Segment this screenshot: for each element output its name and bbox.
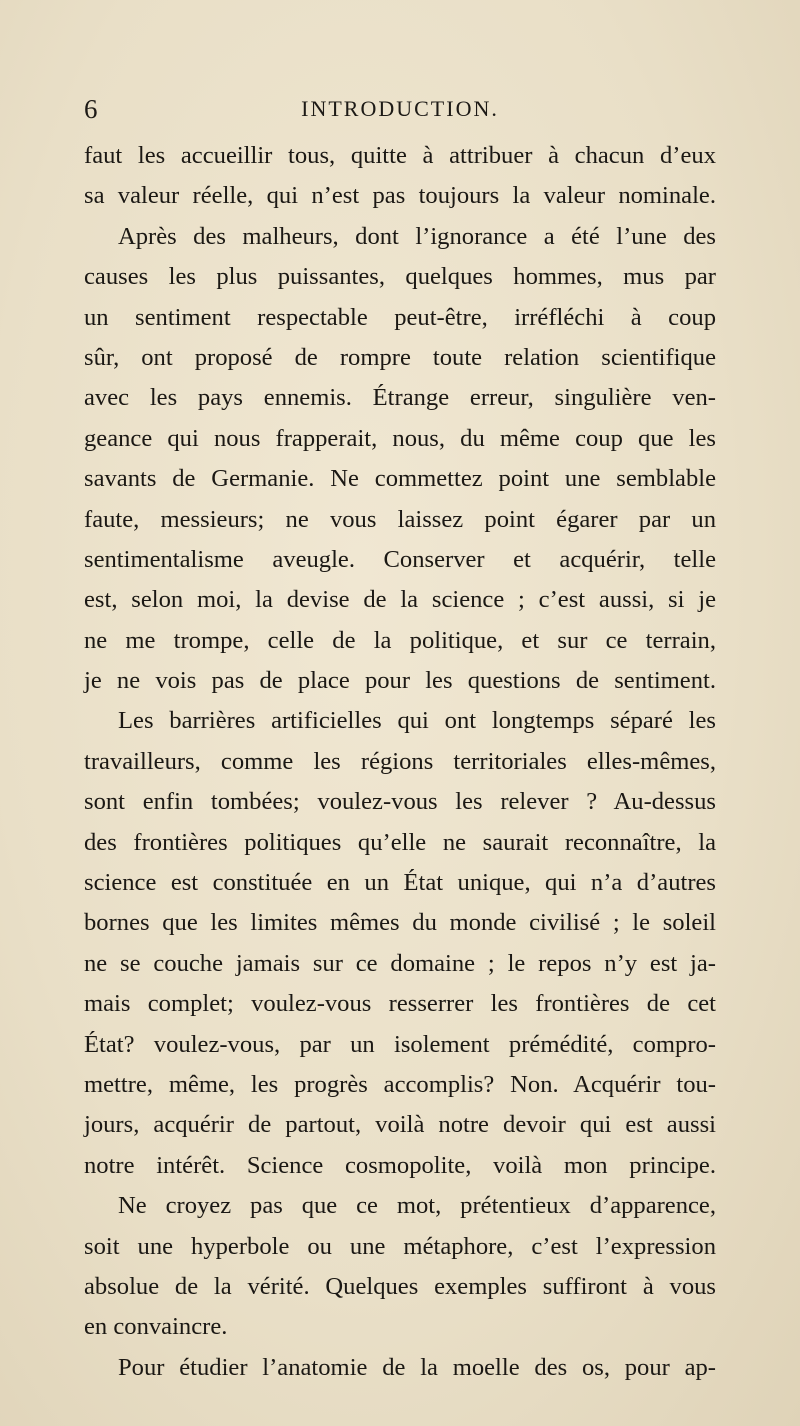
text-line: État? voulez-vous, par un isolement prémédité, compro-	[84, 1030, 716, 1058]
text-line: Après des malheurs, dont l’ignorance a été l’une des	[118, 222, 716, 250]
text-line: des frontières politiques qu’elle ne saurait reconnaître, la	[84, 828, 716, 856]
text-line: absolue de la vérité. Quelques exemples suffiront à vous	[84, 1272, 716, 1300]
text-line: avec les pays ennemis. Étrange erreur, singulière ven-	[84, 384, 716, 412]
text-line: savants de Germanie. Ne commettez point une semblable	[84, 465, 716, 493]
text-line: faute, messieurs; ne vous laissez point égarer par un	[84, 505, 716, 533]
text-line: mettre, même, les progrès accomplis? Non. Acquérir tou-	[84, 1070, 716, 1098]
body-text	[84, 136, 716, 1388]
text-line: notre intérêt. Science cosmopolite, voilà mon principe.	[84, 1151, 716, 1179]
text-line: Pour étudier l’anatomie de la moelle des os, pour ap-	[118, 1353, 716, 1381]
text-line: sa valeur réelle, qui n’est pas toujours la valeur nominale.	[84, 182, 716, 210]
text-line: science est constituée en un État unique, qui n’a d’autres	[84, 869, 716, 897]
text-line: est, selon moi, la devise de la science ; c’est aussi, si je	[84, 586, 716, 614]
text-line: Ne croyez pas que ce mot, prétentieux d’apparence,	[118, 1192, 716, 1220]
text-line: geance qui nous frapperait, nous, du même coup que les	[84, 424, 716, 452]
text-line: sentimentalisme aveugle. Conserver et acquérir, telle	[84, 545, 716, 573]
text-line: ne se couche jamais sur ce domaine ; le repos n’y est ja-	[84, 949, 716, 977]
running-head: INTRODUCTION.	[301, 96, 499, 121]
text-line: sûr, ont proposé de rompre toute relation scientifique	[84, 343, 716, 371]
text-line: un sentiment respectable peut-être, irréfléchi à coup	[84, 303, 716, 331]
text-line: bornes que les limites mêmes du monde civilisé ; le soleil	[84, 909, 716, 937]
text-line: mais complet; voulez-vous resserrer les frontières de cet	[84, 990, 716, 1018]
text-line: travailleurs, comme les régions territoriales elles-mêmes,	[84, 747, 716, 775]
text-line: sont enfin tombées; voulez-vous les relever ? Au-dessus	[84, 788, 716, 816]
text-line: jours, acquérir de partout, voilà notre devoir qui est aussi	[84, 1111, 716, 1139]
text-line: en convaincre.	[84, 1313, 228, 1341]
text-line: je ne vois pas de place pour les questions de sentiment.	[84, 667, 716, 695]
text-line: Les barrières artificielles qui ont longtemps séparé les	[118, 707, 716, 735]
page-number: 6	[84, 94, 98, 124]
page-header	[84, 92, 716, 126]
text-line: soit une hyperbole ou une métaphore, c’est l’expression	[84, 1232, 716, 1260]
text-line: ne me trompe, celle de la politique, et sur ce terrain,	[84, 626, 716, 654]
text-line: faut les accueillir tous, quitte à attribuer à chacun d’eux	[84, 142, 716, 169]
text-line: causes les plus puissantes, quelques hommes, mus par	[84, 263, 716, 291]
